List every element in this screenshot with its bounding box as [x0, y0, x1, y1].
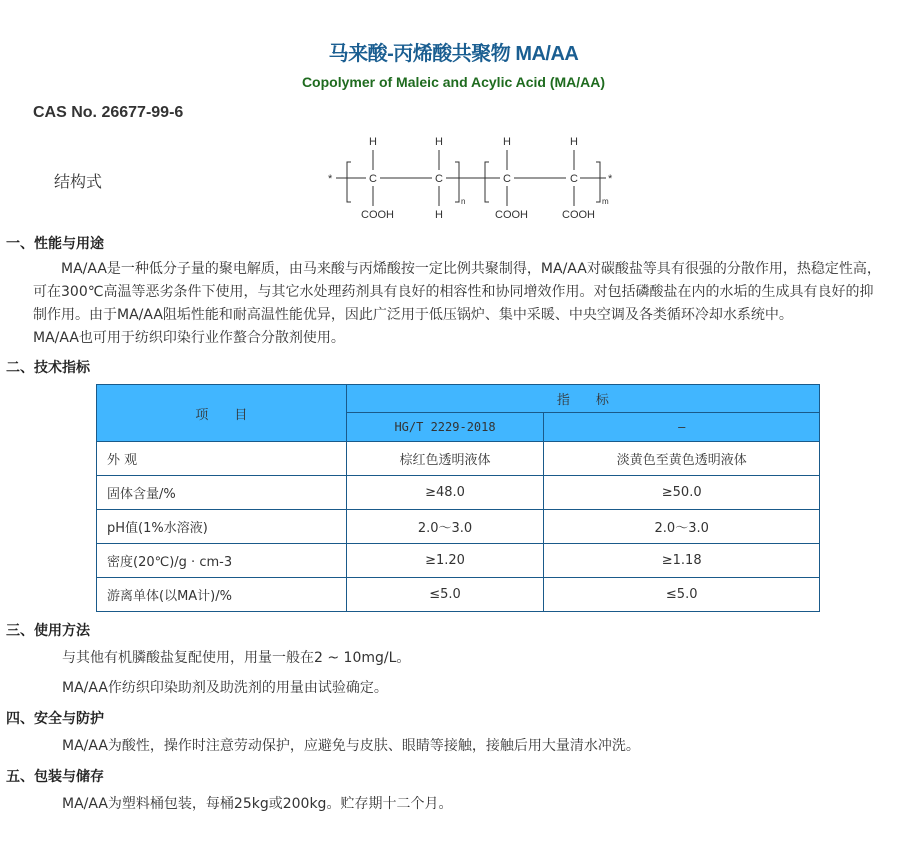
header-index: 指 标 — [346, 385, 819, 413]
row-item: 固体含量/% — [97, 476, 347, 510]
section-heading-properties: 一、性能与用途 — [6, 236, 104, 252]
chain-end-right: * — [608, 173, 613, 185]
row-value-2: 2.0～3.0 — [544, 510, 820, 544]
row-value-1: 棕红色透明液体 — [346, 442, 544, 476]
subscript-m: m — [602, 197, 609, 206]
packaging-paragraph: MA/AA为塑料桶包装，每桶25kg或200kg。贮存期十二个月。 — [62, 796, 453, 812]
page-subtitle: Copolymer of Maleic and Acylic Acid (MA/AA) — [301, 74, 606, 90]
row-value-2: ≤5.0 — [544, 578, 820, 612]
top-group-3: H — [503, 136, 511, 148]
table-row — [97, 578, 820, 612]
structural-formula — [324, 130, 624, 226]
chain-end-left: * — [328, 173, 333, 185]
subscript-n: n — [461, 197, 466, 206]
atom-c4: C — [570, 173, 578, 185]
top-group-1: H — [369, 136, 377, 148]
atom-c3: C — [503, 173, 511, 185]
section-heading-specs: 二、技术指标 — [6, 360, 90, 376]
page-title: 马来酸-丙烯酸共聚物 MA/AA — [328, 43, 579, 65]
row-value-2: 淡黄色至黄色透明液体 — [544, 442, 820, 476]
header-item: 项 目 — [97, 385, 347, 442]
table-row — [97, 476, 820, 510]
header-standard: HG/T 2229-2018 — [346, 413, 544, 442]
usage-paragraph-2: MA/AA作纺织印染助剂及助洗剂的用量由试验确定。 — [62, 680, 388, 696]
row-item: pH值(1%水溶液) — [97, 510, 347, 544]
row-item: 游离单体(以MA计)/% — [97, 578, 347, 612]
table-row — [97, 544, 820, 578]
atom-c2: C — [435, 173, 443, 185]
row-value-2: ≥50.0 — [544, 476, 820, 510]
top-group-2: H — [435, 136, 443, 148]
cas-number: CAS No. 26677-99-6 — [33, 104, 184, 121]
row-value-1: ≤5.0 — [346, 578, 544, 612]
bottom-group-3: COOH — [495, 209, 528, 221]
section-heading-safety: 四、安全与防护 — [6, 711, 104, 727]
bottom-group-1: COOH — [361, 209, 394, 221]
row-item: 外 观 — [97, 442, 347, 476]
usage-paragraph-1: 与其他有机膦酸盐复配使用，用量一般在2 ~ 10mg/L。 — [62, 650, 411, 666]
spec-table — [96, 384, 820, 612]
row-item: 密度(20℃)/g · cm-3 — [97, 544, 347, 578]
properties-text: MA/AA是一种低分子量的聚电解质，由马来酸与丙烯酸按一定比例共聚制得，MA/AA对碳酸盐等具有很强的分散作用，热稳定性高，可在300℃高温等恶劣条件下使用，与其它水处理药剂具有良好的相容性和协同增效作用。对包括磷酸盐在内的水垢的生成具有良好的抑制作用。由于MA/AA阻垢性能和耐高温性能优异，因此广泛用于低压锅炉、集中采暖、中央空调及各类循环冷却水系统中。 — [33, 261, 881, 323]
safety-paragraph: MA/AA为酸性，操作时注意劳动保护，应避免与皮肤、眼睛等接触，接触后用大量清水冲洗。 — [62, 738, 640, 754]
row-value-1: ≥1.20 — [346, 544, 544, 578]
bottom-group-4: COOH — [562, 209, 595, 221]
top-group-4: H — [570, 136, 578, 148]
section-heading-usage: 三、使用方法 — [6, 623, 90, 639]
row-value-1: 2.0～3.0 — [346, 510, 544, 544]
row-value-2: ≥1.18 — [544, 544, 820, 578]
header-other: — — [544, 413, 820, 442]
properties-paragraph-2: MA/AA也可用于纺织印染行业作螯合分散剂使用。 — [33, 330, 345, 346]
table-row — [97, 510, 820, 544]
row-value-1: ≥48.0 — [346, 476, 544, 510]
atom-c1: C — [369, 173, 377, 185]
properties-paragraph — [33, 258, 883, 327]
bottom-group-2: H — [435, 209, 443, 221]
table-row — [97, 442, 820, 476]
structure-label: 结构式 — [54, 172, 103, 191]
section-heading-packaging: 五、包装与储存 — [6, 769, 104, 785]
